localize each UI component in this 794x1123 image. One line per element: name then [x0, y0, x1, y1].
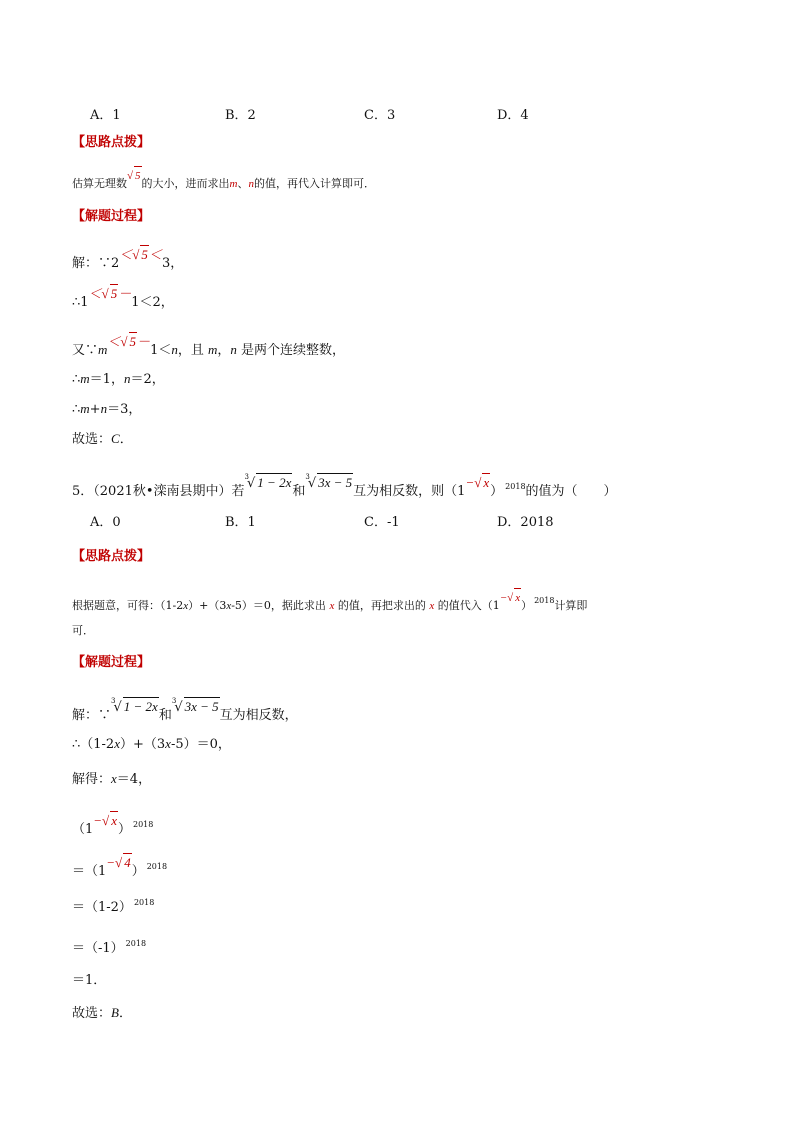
option-a: A．1: [90, 108, 121, 123]
q5-hint-text-1: 根据题意，可得：（1-2x）+（3x-5）＝0，据此求出 x 的值，再把求出的 x 的值代入（1−√ x） $^{2018}$计算即: [72, 592, 587, 615]
q5-line-9: 故选：B．: [72, 1005, 132, 1021]
option-b: B．2: [225, 108, 256, 123]
option-d: D．4: [497, 108, 529, 123]
q4-hint-title: 【思路点拨】: [72, 135, 151, 150]
q5-line-1: 解：∵$^3$√ 1 − 2x和$^3$√ 3x − 5互为相反数，: [72, 697, 298, 723]
q4-line-3: 又∵m＜√ 5－1＜n，且 m，n 是两个连续整数，: [72, 334, 346, 358]
q5-line-3: 解得：x＝4，: [72, 771, 152, 787]
q5-line-6: ＝（1-2） $^{2018}$: [72, 898, 155, 915]
q5-line-2: ∴（1-2x）+（3x-5）＝0，: [72, 736, 231, 752]
option-d: D．2018: [497, 515, 554, 530]
q5-hint-title: 【思路点拨】: [72, 549, 151, 564]
q5-solution-title: 【解题过程】: [72, 655, 151, 670]
q4-line-1: 解：∵2＜√ 5＜3，: [72, 247, 184, 271]
option-c: C．-1: [364, 515, 400, 530]
q4-solution-title: 【解题过程】: [72, 209, 151, 224]
q5-stem: 5．（2021秋•滦南县期中）若$^3$√ 1 − 2x和$^3$√ 3x − 5互为相反数，则（1−√ x） $^{2018}$的值为（ ）: [72, 473, 617, 499]
option-b: B．1: [225, 515, 256, 530]
q5-line-8: ＝1．: [72, 973, 107, 988]
option-c: C．3: [364, 108, 396, 123]
q4-hint-text: 估算无理数√ 5的大小，进而求出m、n的值，再代入计算即可．: [72, 174, 375, 193]
q5-line-4: （1−√ x） $^{2018}$: [72, 813, 154, 837]
q4-line-6: 故选：C．: [72, 431, 133, 447]
q5-line-7: ＝（-1） $^{2018}$: [72, 939, 147, 956]
option-a: A．0: [90, 515, 121, 530]
q5-hint-text-2: 可．: [72, 624, 94, 637]
q4-line-4: ∴m＝1，n＝2，: [72, 371, 165, 387]
q4-line-5: ∴m+n＝3，: [72, 401, 142, 417]
q4-line-2: ∴1＜√ 5－1＜2，: [72, 286, 174, 310]
q5-line-5: ＝（1−√ 4） $^{2018}$: [72, 855, 168, 879]
